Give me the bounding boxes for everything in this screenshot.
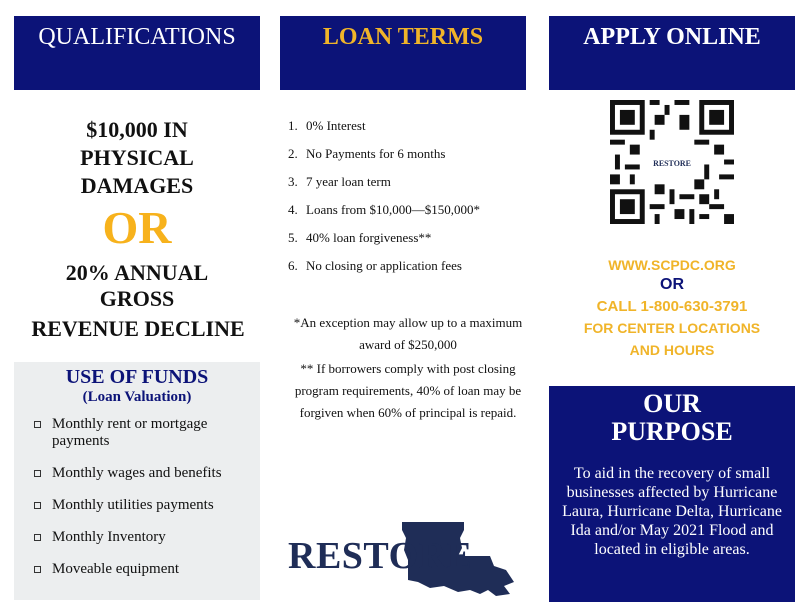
restore-logo-text: RESTORE bbox=[288, 535, 473, 577]
list-item bbox=[288, 202, 528, 218]
list-item-text: 40% loan forgiveness** bbox=[306, 230, 432, 245]
qualification-line: GROSS bbox=[99, 286, 175, 311]
list-item bbox=[288, 118, 528, 134]
list-item-number: 2. bbox=[288, 146, 298, 161]
our-purpose-body: To aid in the recovery of small businesses affected by Hurricane Laura, Hurricane Delta, Hurricane Ida and/or May 2021 Flood and located in eligible areas. bbox=[562, 465, 782, 558]
our-purpose-title: PURPOSE bbox=[611, 417, 733, 446]
use-of-funds-panel bbox=[14, 362, 260, 600]
qualification-line: DAMAGES bbox=[80, 173, 194, 198]
loan-terms-header bbox=[280, 16, 526, 90]
qualification-line: $10,000 IN bbox=[86, 117, 188, 142]
list-item bbox=[34, 465, 260, 482]
loan-terms-list bbox=[288, 118, 528, 286]
list-item-text: 7 year loan term bbox=[306, 174, 391, 189]
list-item-number: 6. bbox=[288, 258, 298, 273]
list-item bbox=[34, 497, 260, 514]
apply-online-header-text: APPLY ONLINE bbox=[583, 24, 761, 50]
loan-terms-header-text: LOAN TERMS bbox=[322, 24, 484, 50]
checkbox-bullet-icon bbox=[34, 534, 41, 541]
apply-online-header bbox=[549, 16, 795, 90]
checkbox-bullet-icon bbox=[34, 470, 41, 477]
list-item-text: Loans from $10,000—$150,000* bbox=[306, 202, 481, 217]
list-item-text: Monthly Inventory bbox=[52, 529, 166, 545]
qualification-line: 20% ANNUAL bbox=[65, 260, 209, 285]
qr-logo-label: RESTORE bbox=[653, 158, 691, 168]
qualification-physical-damages bbox=[14, 116, 260, 200]
phone-link[interactable]: CALL 1-800-630-3791 bbox=[596, 298, 748, 315]
list-item-number: 1. bbox=[288, 118, 298, 133]
qualifications-header bbox=[14, 16, 260, 90]
website-link[interactable]: WWW.SCPDC.ORG bbox=[608, 257, 736, 273]
list-item-text: Monthly wages and benefits bbox=[52, 465, 222, 481]
list-item-number: 5. bbox=[288, 230, 298, 245]
qualifications-header-text: QUALIFICATIONS bbox=[38, 24, 236, 50]
qualification-line: PHYSICAL bbox=[80, 145, 194, 170]
use-of-funds-subtitle: (Loan Valuation) bbox=[82, 389, 192, 405]
list-item bbox=[34, 561, 260, 578]
use-of-funds-title: USE OF FUNDS bbox=[65, 366, 209, 388]
list-item-text: 0% Interest bbox=[306, 118, 366, 133]
checkbox-bullet-icon bbox=[34, 566, 41, 573]
loan-terms-notes bbox=[290, 312, 526, 426]
footnote-exception: *An exception may allow up to a maximum award of $250,000 bbox=[293, 315, 523, 352]
list-item bbox=[288, 230, 528, 246]
qualification-line: REVENUE DECLINE bbox=[31, 316, 245, 341]
list-item-number: 3. bbox=[288, 174, 298, 189]
qr-code-icon[interactable] bbox=[610, 100, 734, 224]
qualification-revenue-decline bbox=[14, 260, 260, 312]
restore-logo bbox=[284, 520, 520, 600]
locations-text: FOR CENTER LOCATIONS bbox=[583, 320, 761, 336]
our-purpose-title: OUR bbox=[643, 389, 701, 418]
our-purpose-panel bbox=[549, 386, 795, 602]
list-item-text: Monthly utilities payments bbox=[52, 497, 214, 513]
checkbox-bullet-icon bbox=[34, 502, 41, 509]
list-item bbox=[34, 529, 260, 546]
qualification-or: OR bbox=[102, 202, 172, 253]
list-item-text: Moveable equipment bbox=[52, 561, 180, 577]
list-item bbox=[34, 416, 260, 450]
footnote-forgiveness: ** If borrowers comply with post closing program requirements, 40% of loan may be forgiven when 60% of principal is repaid. bbox=[294, 361, 522, 420]
list-item-text: Monthly rent or mortgage payments bbox=[52, 416, 208, 449]
list-item bbox=[288, 146, 528, 162]
locations-text: AND HOURS bbox=[629, 342, 715, 358]
list-item-text: No closing or application fees bbox=[306, 258, 462, 273]
use-of-funds-list bbox=[14, 416, 260, 578]
list-item-number: 4. bbox=[288, 202, 298, 217]
apply-or: OR bbox=[660, 276, 684, 293]
checkbox-bullet-icon bbox=[34, 421, 41, 428]
list-item bbox=[288, 258, 528, 274]
list-item bbox=[288, 174, 528, 190]
list-item-text: No Payments for 6 months bbox=[306, 146, 446, 161]
